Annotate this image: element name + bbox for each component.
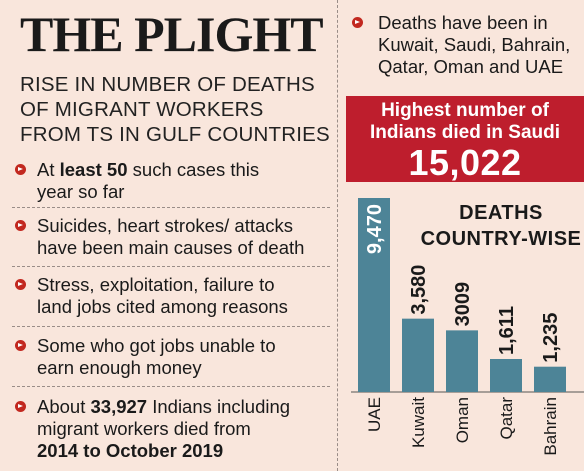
- bullet-line: Qatar, Oman and UAE: [378, 56, 564, 77]
- category-label: Oman: [453, 397, 472, 444]
- bullet-line: earn enough money: [37, 357, 202, 378]
- bar-chart: [338, 0, 584, 471]
- category-label: Bahrain: [541, 397, 560, 456]
- page-title: THE PLIGHT: [20, 6, 323, 62]
- divider: [12, 386, 330, 387]
- bullet-line: At least 50 such cases this: [37, 159, 260, 180]
- bullet-line: land jobs cited among reasons: [37, 296, 288, 317]
- subtitle-line: FROM TS IN GULF COUNTRIES: [20, 123, 330, 146]
- subtitle-line: OF MIGRANT WORKERS: [20, 98, 264, 121]
- bullet-arrow-icon: [15, 340, 26, 351]
- divider: [12, 266, 330, 267]
- bar-kuwait: [402, 319, 434, 392]
- highlight-heading-line: Highest number of: [381, 100, 549, 121]
- value-label: 3009: [452, 281, 474, 327]
- bullet-arrow-icon: [15, 401, 26, 412]
- bullet-text: [37, 159, 332, 203]
- bullet-arrow-icon: [15, 279, 26, 290]
- bullet-arrow-icon: [15, 220, 26, 231]
- subtitle: [20, 72, 330, 147]
- value-label: 3,580: [408, 264, 430, 315]
- bullet-line: migrant workers died from: [37, 418, 251, 439]
- chart-title-line: COUNTRY-WISE: [420, 228, 582, 250]
- bullet-line: Suicides, heart strokes/ attacks: [37, 215, 294, 236]
- bullet-line: Deaths have been in: [378, 12, 548, 33]
- divider: [12, 326, 330, 327]
- value-label: 1,611: [496, 306, 518, 355]
- bullet-line: Kuwait, Saudi, Bahrain,: [378, 34, 571, 55]
- bullet-line: About 33,927 Indians including: [37, 396, 291, 417]
- bullet-line: year so far: [37, 181, 125, 202]
- bullet-arrow-icon: [15, 164, 26, 175]
- value-label: 1,235: [540, 312, 562, 363]
- chart-title-line: DEATHS: [459, 202, 543, 224]
- bar-bahrain: [534, 367, 566, 392]
- category-label: Qatar: [497, 397, 516, 440]
- bullet-line: Some who got jobs unable to: [37, 335, 276, 356]
- category-label: Kuwait: [409, 397, 428, 449]
- subtitle-line: RISE IN NUMBER OF DEATHS: [20, 73, 315, 96]
- bar-qatar: [490, 359, 522, 392]
- bullet-line: have been main causes of death: [37, 237, 305, 258]
- bullet-text: [37, 396, 332, 462]
- value-label: 9,470: [364, 204, 386, 255]
- highlight-heading-line: Indians died in Saudi: [369, 122, 561, 143]
- bullet-line: 2014 to October 2019: [37, 440, 224, 461]
- divider: [12, 207, 330, 208]
- bullet-text: [37, 215, 332, 259]
- bullet-text: [37, 335, 332, 379]
- bullet-text: [37, 274, 332, 318]
- right-column: [338, 0, 584, 471]
- category-label: UAE: [365, 397, 384, 432]
- bar-oman: [446, 330, 478, 392]
- highlight-number: 15,022: [408, 142, 522, 183]
- bullet-line: Stress, exploitation, failure to: [37, 274, 275, 295]
